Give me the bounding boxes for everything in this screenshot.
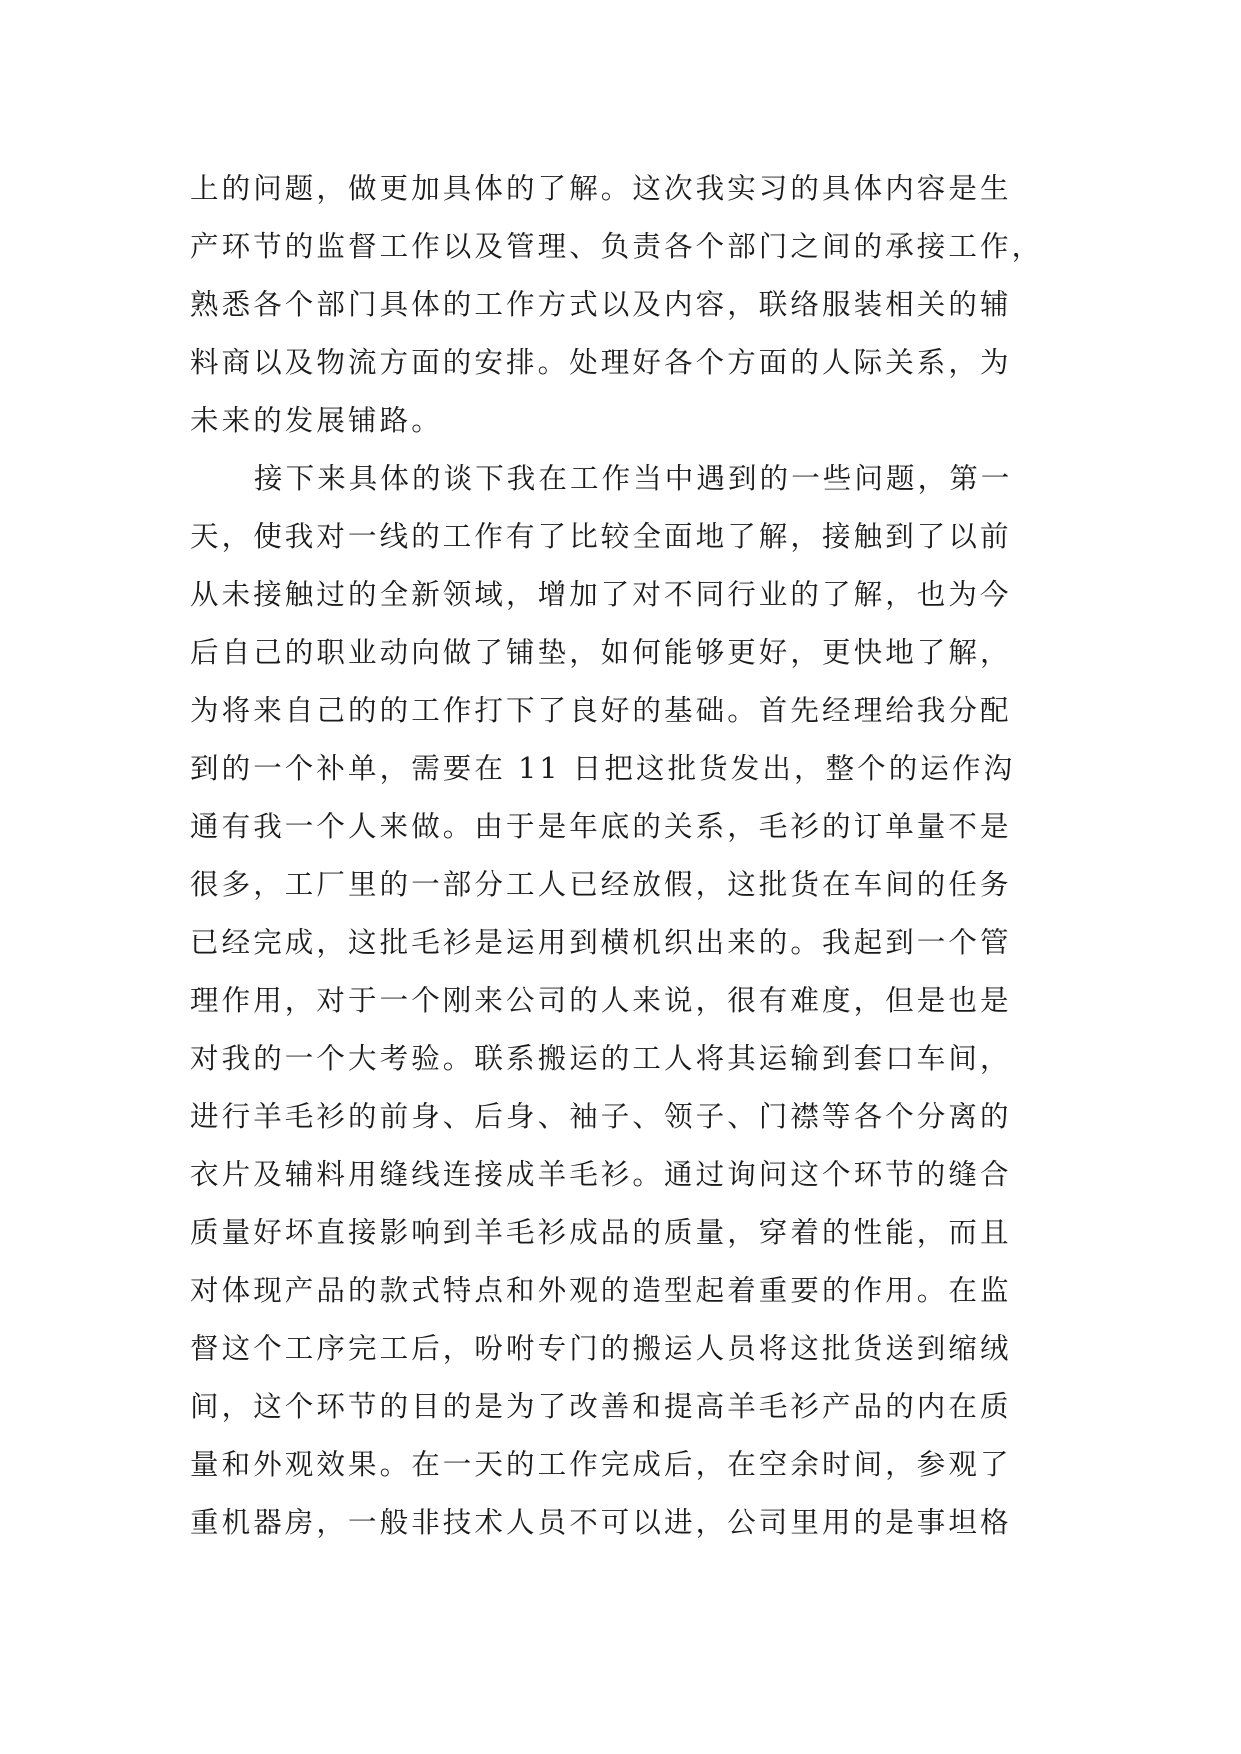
text-line: 通有我一个人来做。由于是年底的关系，毛衫的订单量不是 bbox=[190, 810, 1012, 843]
text-line: 间，这个环节的目的是为了改善和提高羊毛衫产品的内在质 bbox=[190, 1390, 1012, 1423]
text-line: 理作用，对于一个刚来公司的人来说，很有难度，但是也是 bbox=[190, 984, 1012, 1017]
text-line: 质量好坏直接影响到羊毛衫成品的质量，穿着的性能，而且 bbox=[190, 1216, 1012, 1249]
text-line: 熟悉各个部门具体的工作方式以及内容，联络服装相关的辅 bbox=[190, 288, 1012, 321]
text-line: 已经完成，这批毛衫是运用到横机织出来的。我起到一个管 bbox=[190, 926, 1012, 959]
text-line: 进行羊毛衫的前身、后身、袖子、领子、门襟等各个分离的 bbox=[190, 1100, 1012, 1133]
text-line: 对体现产品的款式特点和外观的造型起着重要的作用。在监 bbox=[190, 1274, 1012, 1307]
text-line: 重机器房，一般非技术人员不可以进，公司里用的是事坦格 bbox=[190, 1506, 1012, 1539]
text-line: 很多，工厂里的一部分工人已经放假，这批货在车间的任务 bbox=[190, 868, 1012, 901]
paragraph-first-line: 接下来具体的谈下我在工作当中遇到的一些问题，第一 bbox=[254, 462, 1013, 495]
text-line: 对我的一个大考验。联系搬运的工人将其运输到套口车间， bbox=[190, 1042, 1012, 1075]
text-line: 到的一个补单，需要在 11 日把这批货发出，整个的运作沟 bbox=[190, 752, 1016, 785]
text-line: 督这个工序完工后，吩咐专门的搬运人员将这批货送到缩绒 bbox=[190, 1332, 1012, 1365]
text-line: 未来的发展铺路。 bbox=[190, 404, 443, 437]
text-line: 从未接触过的全新领域，增加了对不同行业的了解，也为今 bbox=[190, 578, 1012, 611]
text-line: 量和外观效果。在一天的工作完成后，在空余时间，参观了 bbox=[190, 1448, 1012, 1481]
text-line: 后自己的职业动向做了铺垫，如何能够更好，更快地了解， bbox=[190, 636, 1012, 669]
text-line: 衣片及辅料用缝线连接成羊毛衫。通过询问这个环节的缝合 bbox=[190, 1158, 1012, 1191]
text-line: 上的问题，做更加具体的了解。这次我实习的具体内容是生 bbox=[190, 172, 1012, 205]
text-line: 为将来自己的的工作打下了良好的基础。首先经理给我分配 bbox=[190, 694, 1012, 727]
text-line: 料商以及物流方面的安排。处理好各个方面的人际关系，为 bbox=[190, 346, 1012, 379]
text-line: 产环节的监督工作以及管理、负责各个部门之间的承接工作， bbox=[190, 230, 1044, 263]
text-line: 天，使我对一线的工作有了比较全面地了解，接触到了以前 bbox=[190, 520, 1012, 553]
body-text bbox=[190, 160, 1070, 1552]
